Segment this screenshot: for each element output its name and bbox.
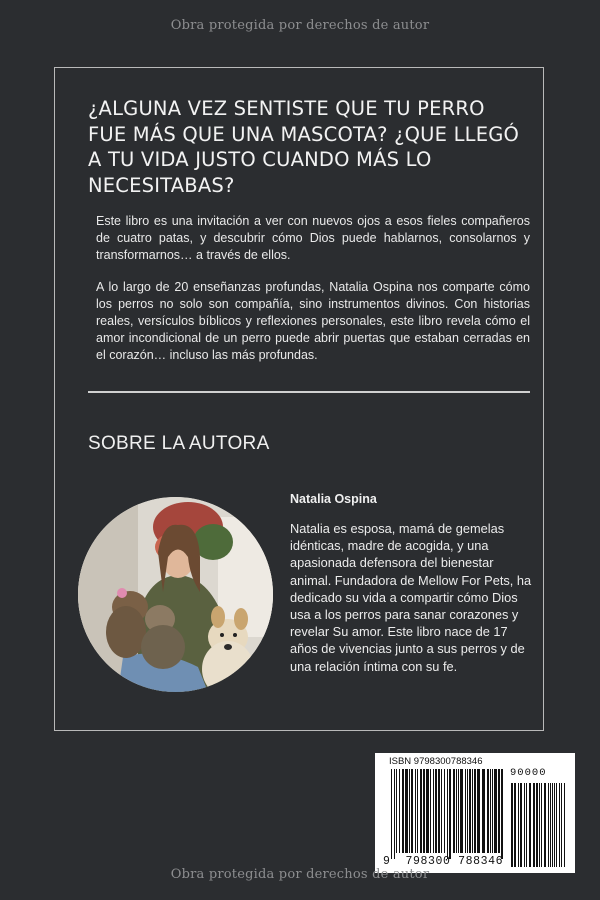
barcode-bar	[492, 769, 493, 853]
barcode-bar	[518, 783, 519, 867]
barcode-bar	[498, 769, 500, 853]
barcode-bar	[402, 769, 404, 853]
watermark-top: Obra protegida por derechos de autor	[170, 18, 430, 33]
barcode-bar	[554, 783, 555, 867]
barcode-digits-group2: 788346	[458, 855, 504, 868]
description-paragraph: A lo largo de 20 enseñanzas profundas, Natalia Ospina nos comparte cómo los perros no solo son compañía, sino instrumentos divinos. Con historias reales, versículos bíblicos y reflexiones personales, este libro revela cómo el amor incondicional de un perro puede abrir puertas que estaban cerradas en el corazón… incluso las más profundas.	[96, 280, 530, 362]
barcode-box	[375, 753, 575, 873]
barcode-bar	[556, 783, 557, 867]
barcode-bar	[417, 769, 418, 853]
barcode-bar	[423, 769, 425, 853]
barcode-bar	[438, 769, 440, 853]
barcode-bar	[460, 769, 463, 853]
divider	[88, 391, 530, 393]
barcode-bar	[477, 769, 480, 853]
barcode-bar	[467, 769, 468, 853]
barcode-bar	[526, 783, 527, 867]
watermark-bottom: Obra protegida por derechos de autor	[170, 867, 430, 882]
barcode-bar	[469, 769, 471, 853]
author-name: Natalia Ospina	[290, 492, 377, 506]
barcode-bar	[426, 769, 429, 853]
barcode-bar	[539, 783, 540, 867]
barcode-bar	[474, 769, 476, 853]
barcode-bar	[399, 769, 400, 853]
barcode-bar	[411, 769, 413, 853]
barcode-bar	[441, 769, 442, 853]
barcode-bar	[453, 769, 455, 853]
barcode-bar	[449, 769, 451, 859]
barcode-bar	[482, 769, 485, 853]
barcode-bar	[458, 769, 459, 853]
barcode-bar	[447, 769, 448, 859]
barcode-bar	[394, 769, 395, 859]
barcode-bar	[494, 769, 497, 853]
barcode-bar	[524, 783, 525, 867]
intro-paragraph: Este libro es una invitación a ver con nuevos ojos a esos fieles compañeros de cuatro patas, y descubrir cómo Dios puede hablarnos, consolarnos y transformarnos… a través de ellos.	[96, 214, 530, 262]
barcode-bar	[391, 769, 392, 859]
about-author-title: SOBRE LA AUTORA	[88, 433, 270, 454]
barcode-bar	[433, 769, 434, 853]
barcode-bar	[435, 769, 437, 853]
barcode-bar	[430, 769, 431, 853]
barcode-bar	[456, 769, 457, 853]
barcode-bar	[514, 783, 516, 867]
isbn-label: ISBN 9798300788346	[389, 756, 483, 767]
barcode-bar	[529, 783, 531, 867]
barcode-bar	[533, 783, 535, 867]
barcode-bar	[559, 783, 560, 867]
barcode-bar	[396, 769, 397, 853]
barcode-bar	[420, 769, 422, 853]
barcode-bar	[444, 769, 445, 853]
barcode-digit-first: 9	[383, 855, 391, 868]
barcode-bar	[552, 783, 553, 867]
barcode-bar	[544, 783, 546, 867]
barcode-bar	[536, 783, 538, 867]
barcode-bar	[490, 769, 491, 853]
barcode-bar	[550, 783, 551, 867]
barcode-bar	[561, 783, 562, 867]
barcode-bar	[409, 769, 410, 853]
barcode-bar	[472, 769, 473, 853]
barcode-bar	[501, 769, 503, 859]
barcode-bar	[405, 769, 408, 853]
barcode-bar	[511, 783, 513, 867]
author-bio: Natalia es esposa, mamá de gemelas idénticas, madre de acogida, y una apasionada defensora del bienestar animal. Fundadora de Mellow For Pets, ha dedicado su vida a compartir cómo Dios usa a los perros para sanar corazones y revelar Su amor. Este libro nace de 17 años de vivencias junto a sus perros y de una relación íntima con su fe.	[290, 521, 532, 674]
barcode-bar	[465, 769, 466, 853]
author-photo-illustration	[78, 497, 273, 692]
author-photo	[78, 497, 273, 692]
barcode-bar	[548, 783, 549, 867]
price-code: 90000	[510, 767, 547, 779]
barcode-bar	[487, 769, 489, 853]
barcode-bar	[520, 783, 522, 867]
barcode-digits-group1: 798300	[405, 855, 451, 868]
headline: ¿ALGUNA VEZ SENTISTE QUE TU PERRO FUE MÁS QUE UNA MASCOTA? ¿QUE LLEGÓ A TU VIDA JUSTO CUANDO MÁS LO NECESITABAS?	[88, 97, 520, 197]
barcode-bar	[541, 783, 542, 867]
barcode-bar	[415, 769, 416, 853]
barcode-bar	[564, 783, 565, 867]
